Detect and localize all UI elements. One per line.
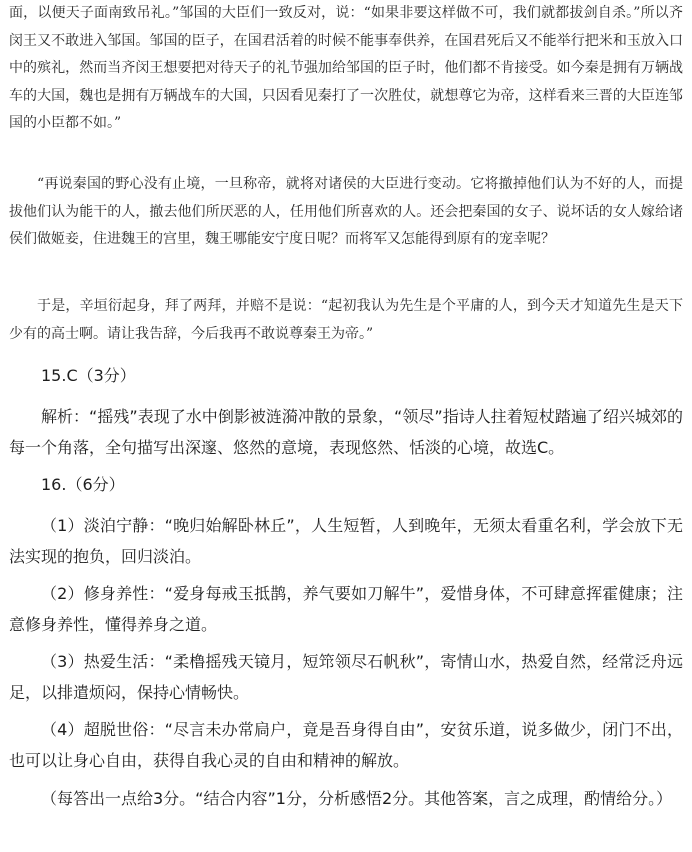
passage-paragraph-3: 于是，辛垣衍起身，拜了两拜，并赔不是说：“起初我认为先生是个平庸的人，到今天才知道先生是天下少有的高士啊。请让我告辞，今后我再不敢说尊秦王为帝。” [9, 298, 683, 342]
q16-point-4: （4）超脱世俗：“尽言未办常扃户，竟是吾身得自由”，安贫乐道，说多做少，闭门不出，也可以让身心自由，获得自我心灵的自由和精神的解放。 [9, 720, 683, 770]
q16-scoring-note: （每答出一点给3分。“结合内容”1分，分析感悟2分。其他答案，言之成理，酌情给分。） [41, 789, 673, 808]
q16-heading: 16.（6分） [41, 475, 125, 494]
passage-paragraph-2: “再说秦国的野心没有止境，一旦称帝，就将对诸侯的大臣进行变动。它将撤掉他们认为不好的人，而提拔他们认为能干的人，撤去他们所厌恶的人，任用他们所喜欢的人。还会把秦国的女子、说坏话的女人嫁给诸侯们做姬妾，住进魏王的宫里，魏王哪能安宁度日呢？而将军又怎能得到原有的宠幸呢？ [9, 176, 683, 248]
q16-point-1: （1）淡泊宁静：“晚归始解卧林丘”，人生短暂，人到晚年，无须太看重名利，学会放下无法实现的抱负，回归淡泊。 [9, 516, 683, 566]
q16-point-2: （2）修身养性：“爱身每戒玉抵鹊，养气要如刀解牛”，爱惜身体，不可肆意挥霍健康；注意修身养性，懂得养身之道。 [9, 584, 683, 634]
q16-point-3: （3）热爱生活：“柔橹摇残天镜月，短筇领尽石帆秋”，寄情山水，热爱自然，经常泛舟远足，以排遣烦闷，保持心情畅快。 [9, 652, 683, 702]
passage-paragraph-1: 面，以便天子面南致吊礼。”邹国的大臣们一致反对，说：“如果非要这样做不可，我们就都拔剑自杀。”所以齐闵王又不敢进入邹国。邹国的臣子，在国君活着的时候不能事奉供养，在国君死后又不能举行把米和玉放入口中的殡礼，然而当齐闵王想要把对待天子的礼节强加给邹国的臣子时，他们都不肯接受。如今秦是拥有万辆战车的大国，魏也是拥有万辆战车的大国，只因看见秦打了一次胜仗，就想尊它为帝，这样看来三晋的大臣连邹国的小臣都不如。” [9, 5, 683, 132]
q15-heading: 15.C（3分） [41, 366, 136, 385]
q15-analysis: 解析：“摇残”表现了水中倒影被涟漪冲散的景象，“领尽”指诗人拄着短杖踏遍了绍兴城郊的每一个角落，全句描写出深邃、悠然的意境，表现悠然、恬淡的心境，故选C。 [9, 407, 683, 457]
